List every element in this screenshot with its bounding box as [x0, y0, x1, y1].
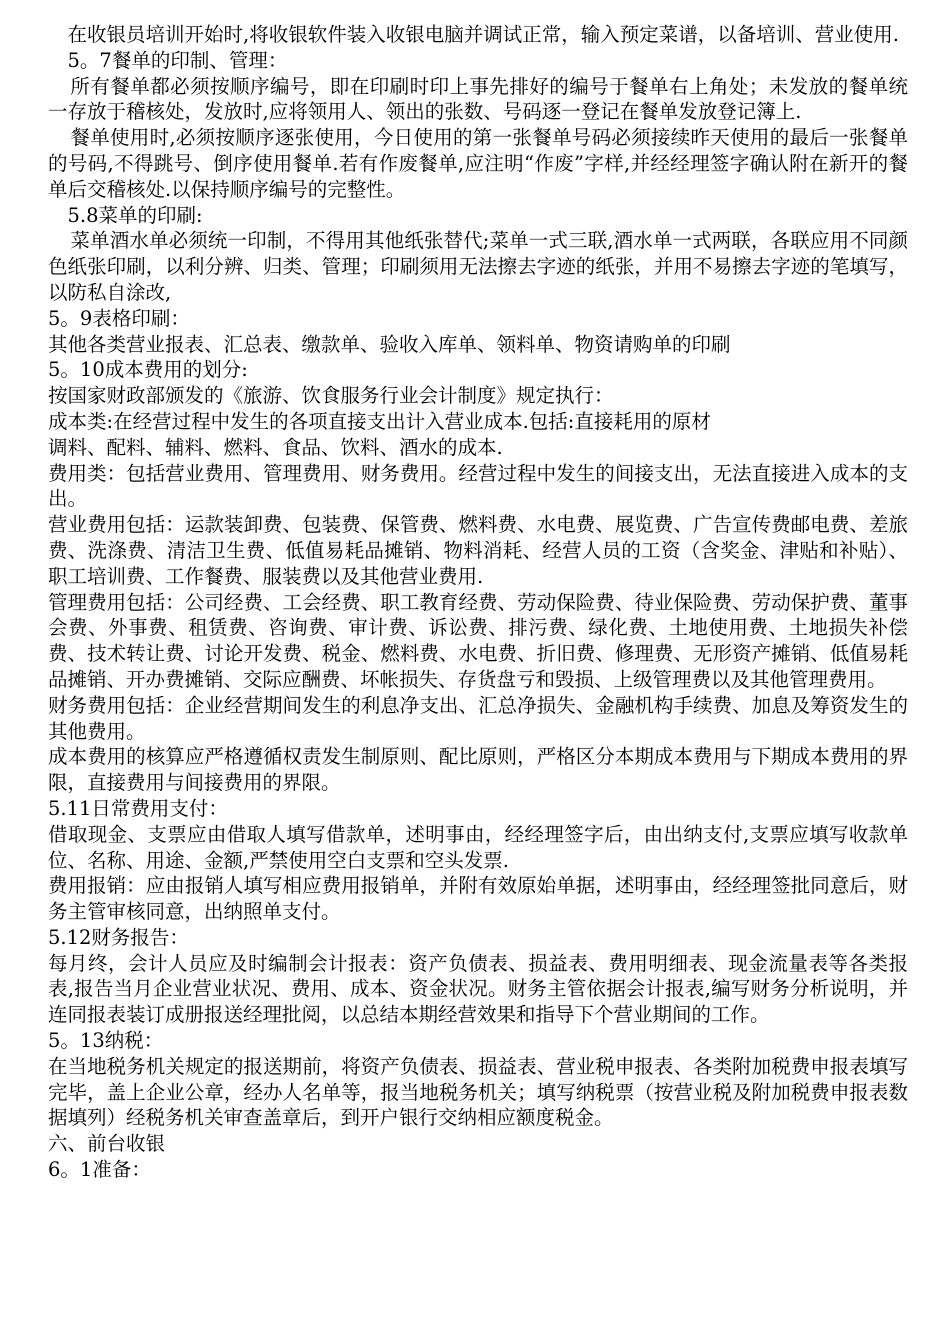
paragraph-tax-filing: 在当地税务机关规定的报送期前，将资产负债表、损益表、营业税申报表、各类附加税费申报表填写完毕，盖上企业公章，经办人名单等，报当地税务机关；填写纳税票（按营业税及附加税费申报表数据填列）经税务机关审查盖章后，到开户银行交纳相应额度税金。 — [48, 1054, 908, 1130]
paragraph-operating-expenses: 营业费用包括：运款装卸费、包装费、保管费、燃料费、水电费、展览费、广告宣传费邮电费、差旅费、洗涤费、清洁卫生费、低值易耗品摊销、物料消耗、经营人员的工资（含奖金、津贴和补贴）、职工培训费、工作餐费、服装费以及其他营业费用. — [48, 513, 908, 588]
paragraph-cost-items: 调料、配料、辅料、燃料、食品、饮料、酒水的成本. — [48, 435, 503, 459]
paragraph-expense-category: 费用类：包括营业费用、管理费用、财务费用。经营过程中发生的间接支出，无法直接进入成本的支出。 — [48, 461, 908, 511]
paragraph-administrative-expenses: 管理费用包括：公司经费、工会经费、职工教育经费、劳动保险费、待业保险费、劳动保护费、董事会费、外事费、租赁费、咨询费、审计费、诉讼费、排污费、绿化费、土地使用费、土地损失补偿费、技术转让费、讨论开发费、税金、燃料费、水电费、折旧费、修理费、无形资产摊销、低值易耗品摊销、开办费摊销、交际应酬费、坏帐损失、存货盘亏和毁损、上级管理费以及其他管理费用。 — [48, 590, 908, 691]
heading-5-8-menu-printing: 5.8菜单的印刷: — [67, 203, 203, 227]
paragraph-order-slip-numbering: 所有餐单都必须按顺序编号，即在印刷时印上事先排好的编号于餐单右上角处；未发放的餐单统一存放于稽核处，发放时,应将领用人、领出的张数、号码逐一登记在餐单发放登记簿上. — [48, 74, 908, 124]
paragraph-menu-printing: 菜单酒水单必须统一印制，不得用其他纸张替代;菜单一式三联,酒水单一式两联，各联应用不同颜色纸张印刷，以利分辨、归类、管理；印刷须用无法擦去字迹的纸张，并用不易擦去字迹的笔填写，以防私自涂改, — [48, 229, 908, 304]
document-page — [48, 22, 908, 1183]
heading-5-12-financial-report: 5.12财务报告： — [48, 925, 189, 949]
heading-5-13-tax: 5。13纳税： — [48, 1029, 164, 1053]
heading-5-7-order-slip-printing: 5。7餐单的印制、管理： — [67, 48, 288, 72]
paragraph-cash-borrowing: 借取现金、支票应由借取人填写借款单，述明事由，经经理签字后，由出纳支付,支票应填写收款单位、名称、用途、金额,严禁使用空白支票和空头发票. — [48, 822, 908, 872]
heading-5-10-cost-division: 5。10成本费用的划分: — [48, 358, 248, 382]
paragraph-form-printing: 其他各类营业报表、汇总表、缴款单、验收入库单、领料单、物资请购单的印刷 — [48, 332, 731, 356]
paragraph-cost-category: 成本类:在经营过程中发生的各项直接支出计入营业成本.包括:直接耗用的原材 — [48, 409, 711, 433]
paragraph-regulation: 按国家财政部颁发的《旅游、饮食服务行业会计制度》规定执行： — [48, 384, 614, 408]
paragraph-expense-reimbursement: 费用报销：应由报销人填写相应费用报销单，并附有效原始单据，述明事由，经经理签批同意后，财务主管审核同意，出纳照单支付。 — [48, 874, 908, 924]
paragraph-cost-accounting: 成本费用的核算应严格遵循权责发生制原则、配比原则，严格区分本期成本费用与下期成本费用的界限，直接费用与间接费用的界限。 — [48, 745, 908, 795]
heading-6-1-preparation: 6。1准备： — [48, 1158, 151, 1182]
paragraph-order-slip-usage: 餐单使用时,必须按顺序逐张使用，今日使用的第一张餐单号码必须接续昨天使用的最后一张餐单的号码,不得跳号、倒序使用餐单.若有作废餐单,应注明“作废”字样,并经经理签字确认附在新开的餐单后交稽核处.以保持顺序编号的完整性。 — [48, 126, 908, 201]
heading-5-9-form-printing: 5。9表格印刷： — [48, 306, 190, 330]
heading-6-front-desk-cashier: 六、前台收银 — [48, 1132, 166, 1156]
heading-5-11-daily-expenses: 5.11日常费用支付： — [48, 796, 228, 820]
paragraph-training-setup: 在收银员培训开始时,将收银软件装入收银电脑并调试正常，输入预定菜谱，以备培训、营业使用. — [67, 23, 899, 46]
paragraph-financial-expenses: 财务费用包括：企业经营期间发生的利息净支出、汇总净损失、金融机构手续费、加息及筹资发生的其他费用。 — [48, 693, 908, 743]
paragraph-monthly-reports: 每月终，会计人员应及时编制会计报表：资产负债表、损益表、费用明细表、现金流量表等各类报表,报告当月企业营业状况、费用、成本、资金状况。财务主管依据会计报表,编写财务分析说明，并连同报表装订成册报送经理批阅，以总结本期经营效果和指导下个营业期间的工作。 — [48, 951, 908, 1027]
